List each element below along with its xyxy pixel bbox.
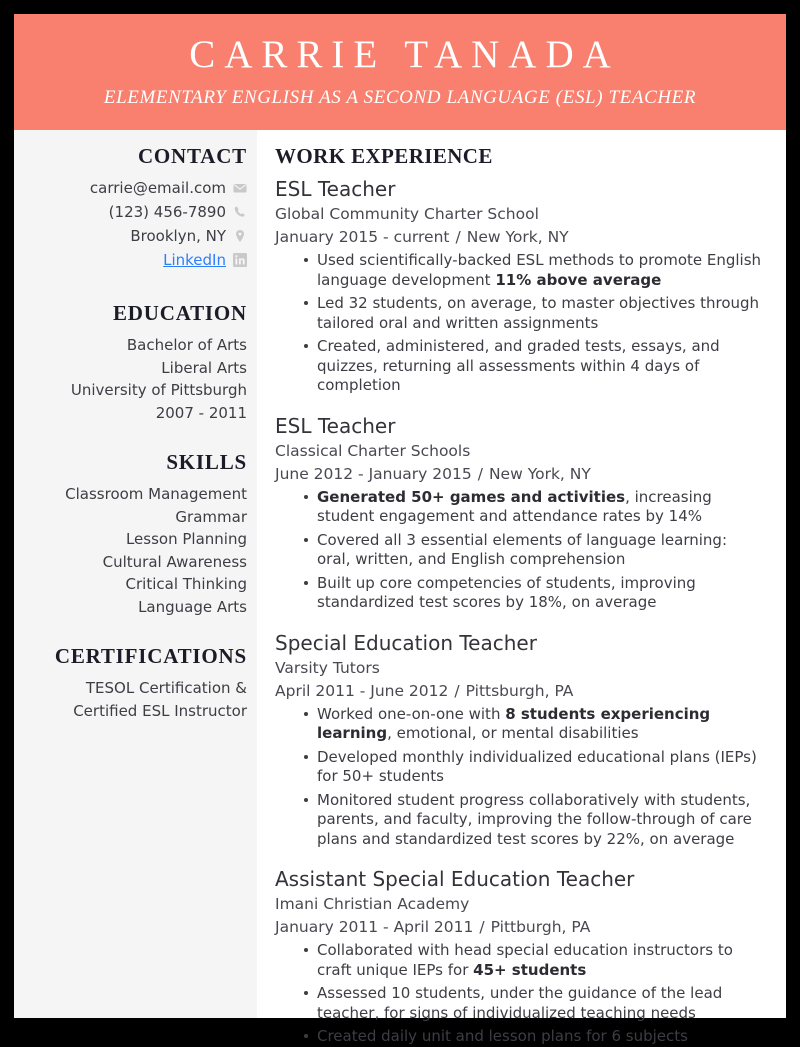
certification-item: TESOL Certification & — [85, 679, 247, 697]
job-dates: January 2011 - April 2011 — [275, 918, 474, 936]
skill-item: Cultural Awareness — [102, 552, 247, 571]
job-bullet-list — [275, 705, 764, 850]
contact-item-label[interactable]: LinkedIn — [163, 251, 226, 269]
job-meta — [275, 916, 764, 939]
envelope-icon — [233, 181, 247, 195]
job-bullet: Developed monthly individualized educational plans (IEPs) for 50+ students — [304, 748, 764, 787]
job-dates: January 2015 - current — [275, 228, 450, 246]
contact-item-phone — [22, 201, 247, 223]
job-meta-separator: / — [479, 918, 485, 936]
job-meta-separator: / — [455, 228, 461, 246]
resume-page — [14, 14, 786, 1045]
certifications-list — [22, 677, 247, 722]
contact-list — [22, 177, 247, 271]
job-entry — [275, 630, 764, 850]
sidebar-section-education — [22, 301, 247, 424]
skill-item: Grammar — [175, 507, 247, 526]
sidebar-section-certifications — [22, 644, 247, 722]
sidebar-heading-skills: SKILLS — [166, 450, 247, 474]
job-bullet: Created daily unit and lesson plans for 6 subjects — [304, 1027, 764, 1047]
contact-item-label: Brooklyn, NY — [130, 227, 226, 245]
job-location: Pittburgh, PA — [490, 918, 591, 936]
job-bullet: Led 32 students, on average, to master objectives through tailored oral and written assignments — [304, 294, 764, 333]
job-bullet-list — [275, 488, 764, 613]
job-bullet: Worked one-on-one with 8 students experiencing learning, emotional, or mental disabilities — [304, 705, 764, 744]
job-location: New York, NY — [488, 464, 591, 483]
education-item: Liberal Arts — [161, 358, 247, 377]
skills-list — [22, 483, 247, 618]
job-bullet: Covered all 3 essential elements of language learning: oral, written, and English comprehension — [304, 531, 764, 570]
job-bullet: Used scientifically-backed ESL methods to promote English language development 11% above average — [304, 251, 764, 290]
job-bullet: Assessed 10 students, under the guidance of the lead teacher, for signs of individualized teaching needs — [304, 984, 764, 1023]
contact-item-linkedin[interactable] — [22, 249, 247, 271]
job-meta-separator: / — [477, 464, 483, 483]
skill-item: Language Arts — [138, 597, 247, 616]
job-bullet-list — [275, 251, 764, 396]
job-company: Varsity Tutors — [275, 658, 380, 677]
job-bullet: Collaborated with head special education instructors to craft unique IEPs for 45+ students — [304, 941, 764, 980]
job-company: Classical Charter Schools — [275, 441, 471, 460]
job-bullet: Generated 50+ games and activities, increasing student engagement and attendance rates by 14% — [304, 488, 764, 527]
sidebar-heading-education: EDUCATION — [113, 301, 247, 325]
header-subtitle: ELEMENTARY ENGLISH AS A SECOND LANGUAGE (ESL) TEACHER — [103, 87, 697, 108]
contact-item-label: carrie@email.com — [89, 179, 226, 197]
main-content — [257, 130, 786, 1045]
sidebar-heading-contact: CONTACT — [137, 144, 247, 168]
job-meta — [275, 680, 764, 703]
job-bullet: Monitored student progress collaboratively with students, parents, and faculty, improving the follow-through of care plans and standardized test scores by 22%, on average — [304, 791, 764, 850]
job-bullet-list — [275, 941, 764, 1047]
contact-item-label: (123) 456-7890 — [108, 203, 226, 221]
work-experience-list — [275, 176, 764, 1047]
job-entry — [275, 176, 764, 396]
education-item: University of Pittsburgh — [70, 381, 247, 399]
job-entry — [275, 866, 764, 1047]
job-company: Global Community Charter School — [275, 205, 539, 223]
education-item: 2007 - 2011 — [155, 403, 247, 422]
sidebar-section-contact — [22, 144, 247, 271]
job-bullet: Created, administered, and graded tests, essays, and quizzes, returning all assessments within 4 days of completion — [304, 337, 764, 396]
job-entry — [275, 413, 764, 613]
contact-item-location-pin — [22, 225, 247, 247]
contact-item-envelope — [22, 177, 247, 199]
education-item: Bachelor of Arts — [126, 336, 247, 354]
sidebar-section-skills — [22, 450, 247, 618]
job-title: ESL Teacher — [275, 177, 396, 201]
sidebar — [14, 130, 257, 1018]
phone-icon — [233, 205, 247, 219]
job-meta-separator: / — [454, 681, 460, 700]
skill-item: Lesson Planning — [125, 530, 247, 548]
skill-item: Classroom Management — [65, 485, 247, 503]
certification-item: Certified ESL Instructor — [73, 701, 247, 720]
job-meta — [275, 463, 764, 486]
job-title: ESL Teacher — [275, 413, 396, 438]
job-location: New York, NY — [466, 228, 569, 246]
job-meta — [275, 226, 764, 249]
job-dates: June 2012 - January 2015 — [275, 464, 472, 483]
job-title: Assistant Special Education Teacher — [275, 867, 635, 891]
linkedin-icon[interactable] — [233, 253, 247, 267]
job-bullet: Built up core competencies of students, improving standardized test scores by 18%, on average — [304, 574, 764, 613]
page-title: CARRIE TANADA — [189, 33, 620, 76]
skill-item: Critical Thinking — [125, 575, 247, 593]
education-list — [22, 334, 247, 424]
section-heading-work-experience: WORK EXPERIENCE — [275, 144, 493, 168]
job-location: Pittsburgh, PA — [465, 681, 574, 700]
resume-body — [14, 130, 786, 1045]
job-title: Special Education Teacher — [275, 630, 537, 655]
job-dates: April 2011 - June 2012 — [275, 681, 449, 700]
sidebar-heading-certifications: CERTIFICATIONS — [54, 644, 247, 668]
job-company: Imani Christian Academy — [275, 895, 470, 913]
location-pin-icon — [233, 229, 247, 243]
resume-header — [14, 14, 786, 130]
